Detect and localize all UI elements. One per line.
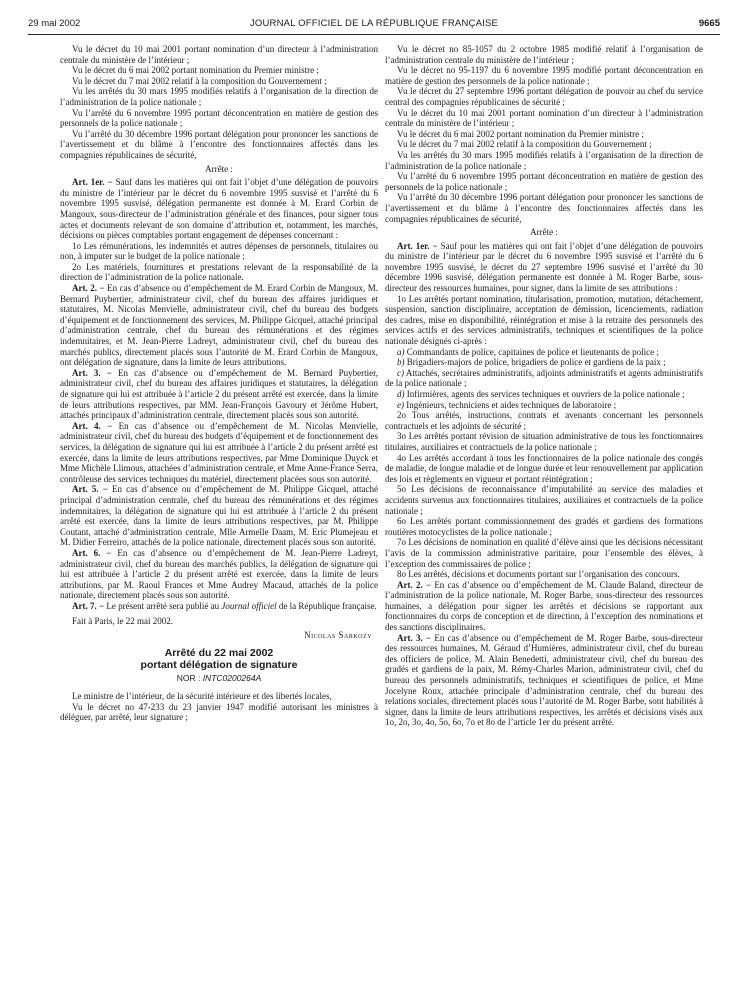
article-text: En cas d’absence ou d’empêchement de M. Philippe Gicquel, attaché principal d’administration centrale, chef du bureau des rémunérations et des régimes indemnitaires, la délégation de signature qui lui est attribuée à l’article 2 du présent arrêté est exercée, dans la limite de leurs attributions respectives, par M. Philippe Coutant, attaché d’administration centrale, Mlle Armelle Daam, M. Eric Plumejeau et M. Didier Ferreiro, attachés de la police nationale, directement placés sous son autorité. — [60, 484, 378, 548]
page-header — [28, 16, 720, 32]
list-item: 7o Les décisions de nomination en qualité d’élève ainsi que les décisions nécessitant l’avis de la commission administrative paritaire, pour l’ensemble des élèves, à l’exception des commissaires de police ; — [385, 537, 703, 569]
article-label: Art. 1er. − — [397, 240, 438, 251]
article-label: Art. 4. − — [72, 420, 113, 431]
article-label: Art. 2. − — [397, 579, 432, 590]
article-text: Sauf pour les matières qui ont fait l’objet d’une délégation de pouvoirs du ministre de l’intérieur par le décret du 6 novembre 1995 susvisé et l’arrêté du 6 novembre 1995 susvisé, le décret du 27 septembre 1996 susvisé et l’arrêté du 30 décembre 1996 susvisé, délégation permanente est donnée à M. Roger Barbe, sous-directeur des ressources humaines, pour signer, dans la limite de ses attributions : — [385, 240, 703, 294]
vu-paragraph: Vu le décret no 95-1197 du 6 novembre 1995 modifié portant déconcentration en matière de gestion des personnels de la police nationale ; — [385, 65, 703, 86]
vu-paragraph: Vu l’arrêté du 30 décembre 1996 portant délégation pour prononcer les sanctions de l’avertissement et du blâme à l’encontre des fonctionnaires affectés dans les compagnies républicaines de sécurité, — [60, 128, 378, 160]
header-rule — [28, 34, 720, 35]
fait-a-paris: Fait à Paris, le 22 mai 2002. — [72, 616, 173, 627]
article-text: En cas d’absence ou d’empêchement de M. Claude Baland, directeur de l’administration de la police nationale, M. Roger Barbe, sous-directeur des ressources humaines, a délégation pour signer les arrêtés et décisions se rapportant aux fonctionnaires du corps de conception et de direction, à l’exception des nominations et des sanctions disciplinaires. — [385, 579, 703, 633]
vu-paragraph: Vu le décret du 10 mai 2001 portant nomination d’un directeur à l’administration centrale du ministère de l’intérieur ; — [60, 44, 378, 65]
article-text: Le présent arrêté sera publié au — [106, 600, 222, 611]
vu-paragraph: Vu le décret no 85-1057 du 2 octobre 1985 modifié relatif à l’organisation de l’administration centrale du ministère de l’intérieur ; — [385, 44, 703, 65]
article-1 — [60, 177, 378, 241]
decree-title: Arrêté du 22 mai 2002 — [164, 646, 274, 659]
vu-paragraph: Vu les arrêtés du 30 mars 1995 modifiés relatifs à l’organisation de la direction de l’administration de la police nationale ; — [385, 149, 703, 171]
nor-label: NOR : — [176, 672, 203, 683]
article-1 — [385, 241, 703, 294]
list-item — [385, 347, 703, 358]
article-5 — [60, 484, 378, 548]
article-text: En cas d’absence ou d’empêchement de M. Erard Corbin de Mangoux, M. Bernard Puybertier, administrateur civil, chef du bureau des affaires juridiques et statutaires, M. Nicolas Menvielle, administrateur civil, chef du bureau des budgets d’équipement et de fonctionnement des services, M. Philippe Gicquel, attaché principal d’administration centrale, chef du bureau des rémunérations et des régimes indemnitaires, et M. Jean-Pierre Ladreyt, administrateur civil, chef du bureau des marchés publics, directement placés sous l’autorité de M. Erard Corbin de Mangoux, ont délégation de signature, dans la limite de leurs attributions. — [60, 283, 378, 368]
nor-code: INTC0200264A — [202, 672, 262, 683]
signature: Nicolas Sarkozy — [304, 630, 372, 641]
vu-paragraph: Vu les arrêtés du 30 mars 1995 modifiés relatifs à l’organisation de la direction de l’administration de la police nationale ; — [60, 86, 378, 107]
header-date: 29 mai 2002 — [28, 18, 81, 29]
vu-paragraph: Vu le décret du 6 mai 2002 portant nomination du Premier ministre ; — [72, 65, 319, 76]
article-3 — [60, 368, 378, 421]
left-column — [60, 44, 378, 723]
list-item: 1o Les rémunérations, les indemnités et autres dépenses de personnels, titulaires ou non, à imputer sur le budget de la police nationale ; — [60, 240, 378, 262]
list-item: 8o Les arrêtés, décisions et documents portant sur l’organisation des concours. — [397, 569, 680, 580]
intro-paragraph: Le ministre de l’intérieur, de la sécurité intérieure et des libertés locales, — [72, 691, 332, 702]
list-item: 3o Les arrêtés portant révision de situation administrative de tous les fonctionnaires titulaires, auxiliaires et contractuels de la police nationale ; — [385, 431, 703, 452]
vu-paragraph: Vu le décret no 47-233 du 23 janvier 1947 modifié autorisant les ministres à déléguer, par arrêté, leur signature ; — [60, 701, 378, 723]
article-text: En cas d’absence ou d’empêchement de M. Nicolas Menvielle, administrateur civil, chef du bureau des budgets d’équipement et de fonctionnement des services, la délégation de signature qui lui est attribuée à l’article 2 du présent arrêté est exercée, dans la limite de leurs attributions respectives, par Mme Dominique Duyck et Mme Michèle Llimous, attachées d’administration centrale, et Mme Anne-France Serra, contrôleuse des services techniques du matériel, directement placées sous son autorité. — [60, 420, 379, 484]
list-letter: c) — [397, 367, 404, 378]
article-label: Art. 3. − — [397, 632, 432, 643]
article-text: de la République française. — [276, 600, 377, 611]
list-item: 5o Les décisions de reconnaissance d’imputabilité au service des maladies et accidents survenus aux fonctionnaires titulaires, auxiliaires et contractuels de la police nationale ; — [385, 484, 703, 516]
list-item-text: Infirmières, agents des services techniques et ouvriers de la police nationale ; — [404, 389, 685, 399]
article-label: Art. 1er. − — [72, 177, 113, 188]
article-label: Art. 6. − — [72, 547, 112, 558]
list-item-text: Brigadiers-majors de police, brigadiers de police et gardiens de la paix ; — [404, 357, 666, 368]
article-text: En cas d’absence ou d’empêchement de M. Bernard Puybertier, administrateur civil, chef du bureau des affaires juridiques et statutaires, la délégation de signature qui lui est attribuée à l’article 2 du présent arrêté est exercée, dans la limite de leurs attributions respectives, par MM. Jean-François Gavoury et Jérôme Hubert, attachés principaux d’administration centrale, directement placés sous son autorité. — [60, 367, 378, 421]
arrete-heading: Arrête : — [205, 163, 233, 174]
decree-subtitle: portant délégation de signature — [140, 658, 298, 671]
list-item — [385, 389, 703, 400]
list-letter: b) — [397, 357, 405, 368]
vu-paragraph: Vu l’arrêté du 6 novembre 1995 portant déconcentration en matière de gestion des personnels de la police nationale ; — [385, 171, 703, 192]
article-text: Sauf dans les matières qui ont fait l’objet d’une délégation de pouvoirs du ministre de l’intérieur par le décret du 6 novembre 1995 susvisé et l’arrêté du 6 novembre 1995 susvisé, délégation permanente est donnée à M. Erard Corbin de Mangoux, sous-directeur de l’administration générale et des finances, pour signer tous actes et documents relevant de son domaine d’attribution et, notamment, les marchés, décisions ou pièces comptables portant engagement de dépenses concernant : — [60, 177, 378, 241]
right-column — [385, 44, 703, 728]
article-label: Art. 7. − — [72, 600, 105, 611]
list-item: 1o Les arrêtés portant nomination, titularisation, promotion, mutation, détachement, suspension, sanction disciplinaire, acceptation de démission, licenciements, radiation des cadres, mise en disponibilité, réintégration et mise à la retraite des personnels des services actifs et des services administratifs, techniques et scientifiques de la police nationale désignés ci-après : — [385, 293, 703, 347]
list-item: 6o Les arrêtés portant commissionnement des gradés et gardiens des formations routières motocyclistes de la police nationale ; — [385, 516, 703, 537]
vu-paragraph: Vu le décret du 7 mai 2002 relatif à la composition du Gouvernement ; — [72, 75, 327, 86]
vu-paragraph: Vu l’arrêté du 6 novembre 1995 portant déconcentration en matière de gestion des personnels de la police nationale ; — [60, 107, 378, 129]
nor-reference — [60, 673, 378, 684]
list-letter: e) — [397, 399, 404, 410]
article-2 — [385, 580, 703, 633]
article-2 — [60, 283, 378, 368]
article-label: Art. 3. − — [72, 367, 112, 378]
header-journal-title: JOURNAL OFFICIEL DE LA RÉPUBLIQUE FRANÇAISE — [249, 18, 499, 29]
list-item: 2o Tous arrêtés, instructions, contrats et avenants concernant les personnels contractuels et les adjoints de sécurité ; — [385, 410, 703, 431]
vu-paragraph: Vu le décret du 6 mai 2002 portant nomination du Premier ministre ; — [397, 128, 644, 139]
list-item-text: Commandants de police, capitaines de police et lieutenants de police ; — [404, 346, 659, 357]
article-label: Art. 5. − — [72, 484, 108, 495]
journal-name: Journal officiel — [221, 600, 277, 611]
article-label: Art. 2. − — [72, 283, 105, 294]
list-letter: a) — [397, 346, 405, 357]
article-6 — [60, 548, 378, 601]
list-item — [385, 368, 703, 389]
vu-paragraph: Vu l’arrêté du 30 décembre 1996 portant délégation pour prononcer les sanctions de l’avertissement et du blâme à l’encontre des fonctionnaires affectés dans les compagnies républicaines de sécurité, — [385, 192, 703, 224]
list-item — [385, 400, 703, 411]
list-item — [385, 357, 703, 368]
vu-paragraph: Vu le décret du 27 septembre 1996 portant délégation de pouvoir au chef du service central des compagnies républicaines de sécurité ; — [385, 86, 703, 107]
arrete-heading: Arrête : — [530, 227, 558, 238]
article-3 — [385, 633, 703, 728]
header-page-number: 9665 — [698, 18, 720, 29]
article-text: En cas d’absence ou d’empêchement de M. Jean-Pierre Ladreyt, administrateur civil, chef du bureau des marchés publics, la délégation de signature qui lui est attribuée à l’article 2 du présent arrêté est exercée, dans la limite de leurs attributions, par M. Raoul Frances et Mme Audrey Macaud, attachés de la police nationale, directement placés sous son autorité. — [60, 547, 378, 601]
vu-paragraph: Vu le décret du 7 mai 2002 relatif à la composition du Gouvernement ; — [397, 139, 652, 150]
article-7 — [60, 601, 378, 612]
vu-paragraph: Vu le décret du 10 mai 2001 portant nomination d’un directeur à l’administration centrale du ministère de l’intérieur ; — [385, 107, 703, 129]
article-text: En cas d’absence ou d’empêchement de M. Roger Barbe, sous-directeur des ressources humaines, M. Géraud d’Humières, administrateur civil, chef du bureau des officiers de police, M. Alain Benedetti, administrateur civil, chef du bureau des gradés et gardiens de la paix, M. Rémy-Charles Marion, administrateur civil, chef du bureau des personnels administratifs, techniques et scientifiques de police, et Mme Jocelyne Roux, attachée principale d’administration centrale, chef du bureau des relations sociales, directement placés sous l’autorité de M. Roger Barbe, sont habilités à signer, dans la limite de leurs attributions respectives, les arrêtés et décisions visés aux 1o, 2o, 3o, 4o, 5o, 6o, 7o et 8o de l’article 1er du présent arrêté. — [385, 632, 704, 728]
list-item-text: Ingénieurs, techniciens et aides techniques de laboratoire ; — [404, 399, 617, 410]
list-letter: d) — [397, 389, 405, 399]
list-item: 2o Les matériels, fournitures et prestations relevant de la responsabilité de la direction de l’administration de la police nationale. — [60, 261, 378, 283]
list-item: 4o Les arrêtés accordant à tous les fonctionnaires de la police nationale des congés de maladie, de longue maladie et de longue durée et leur renouvellement par application des lois et règlements en vigueur et portant réintégration ; — [385, 452, 703, 484]
article-4 — [60, 421, 378, 485]
list-item-text: Attachés, secrétaires administratifs, adjoints administratifs et agents administratifs de la police nationale ; — [385, 367, 703, 389]
